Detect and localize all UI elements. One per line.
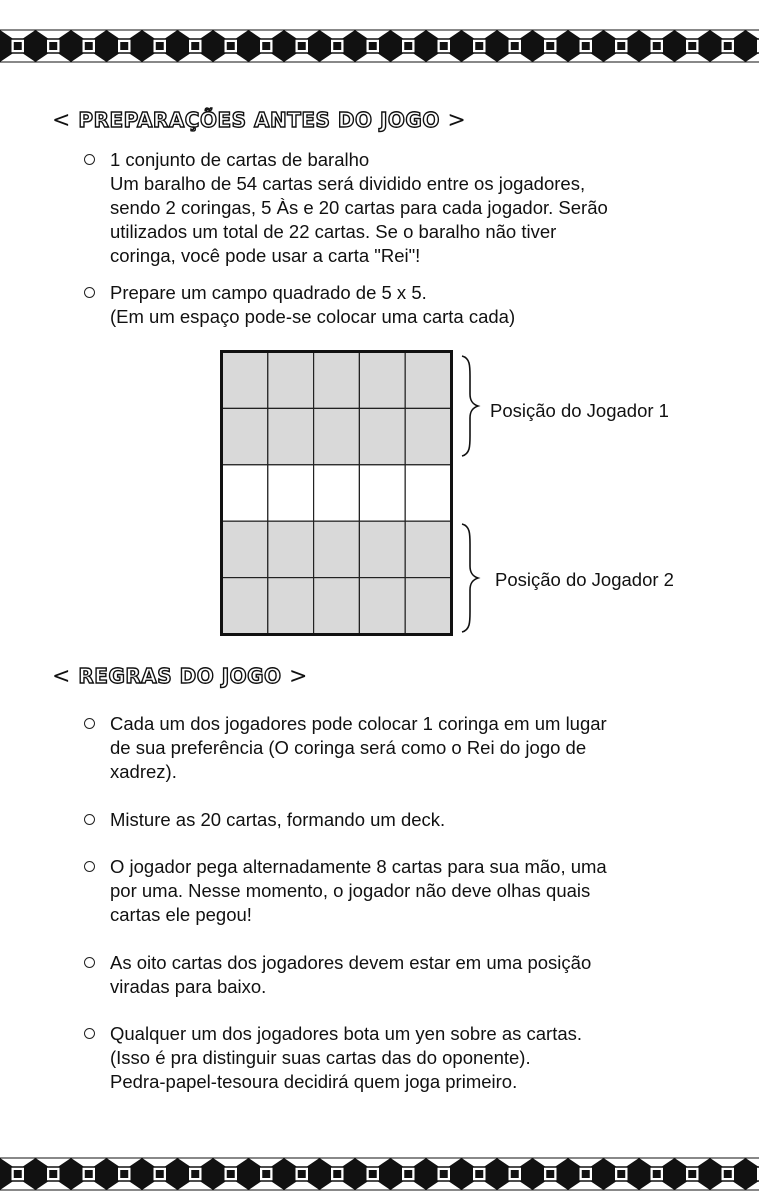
prep-item-line: (Em um espaço pode-se colocar uma carta cada) (110, 306, 516, 327)
board-cell (359, 521, 405, 577)
board-cell (359, 408, 405, 464)
player1-position-label: Posição do Jogador 1 (490, 400, 669, 421)
board-cell (222, 465, 268, 521)
circle-bullet-icon (84, 1028, 95, 1039)
board-cell (405, 408, 451, 464)
board-cell (314, 578, 360, 634)
rule-item-line: As oito cartas dos jogadores devem estar em uma posição (110, 952, 592, 973)
board-cell (405, 465, 451, 521)
board-cell (268, 408, 314, 464)
board-cell (222, 521, 268, 577)
circle-bullet-icon (84, 814, 95, 825)
board-cell (268, 578, 314, 634)
brace-player2-icon (458, 522, 484, 634)
rule-item-line: O jogador pega alternadamente 8 cartas para sua mão, uma (110, 856, 607, 877)
board-cell (268, 521, 314, 577)
rule-item-line: de sua preferência (O coringa será como o Rei do jogo de (110, 737, 587, 758)
prep-item-line: 1 conjunto de cartas de baralho (110, 149, 370, 170)
section-heading-rules-text: REGRAS DO JOGO (78, 664, 282, 688)
board-cell (222, 578, 268, 634)
board-cell (359, 465, 405, 521)
section-heading-preparations (52, 108, 466, 133)
board-cell (314, 408, 360, 464)
circle-bullet-icon (84, 957, 95, 968)
rule-item-line: (Isso é pra distinguir suas cartas das do oponente). (110, 1047, 531, 1068)
angle-bracket-left-icon: < (52, 664, 71, 689)
prep-item-line: Um baralho de 54 cartas será dividido entre os jogadores, (110, 173, 586, 194)
player2-position-label: Posição do Jogador 2 (495, 569, 674, 590)
section-heading-rules (52, 664, 308, 689)
board-cell (405, 578, 451, 634)
brace-player1-icon (458, 354, 484, 458)
rule-item-line: Pedra-papel-tesoura decidirá quem joga primeiro. (110, 1071, 518, 1092)
rule-item-line: Cada um dos jogadores pode colocar 1 coringa em um lugar (110, 713, 607, 734)
angle-bracket-right-icon: > (447, 108, 467, 133)
board-cell (222, 408, 268, 464)
circle-bullet-icon (84, 861, 95, 872)
board-cell (359, 352, 405, 408)
rule-item-line: xadrez). (110, 761, 177, 782)
board-cell (222, 352, 268, 408)
board-cell (359, 578, 405, 634)
decorative-border-top (0, 26, 759, 66)
section-heading-preparations-text: PREPARAÇÕES ANTES DO JOGO (78, 108, 440, 132)
rule-item-line: viradas para baixo. (110, 976, 267, 997)
board-cell (314, 352, 360, 408)
prep-item-line: coringa, você pode usar a carta "Rei"! (110, 245, 421, 266)
rule-item-line: por uma. Nesse momento, o jogador não deve olhas quais (110, 880, 591, 901)
board-cell (314, 521, 360, 577)
rule-item-line: Misture as 20 cartas, formando um deck. (110, 809, 446, 830)
prep-item-line: Prepare um campo quadrado de 5 x 5. (110, 282, 427, 303)
board-cell (268, 465, 314, 521)
rule-item-line: cartas ele pegou! (110, 904, 252, 925)
circle-bullet-icon (84, 718, 95, 729)
circle-bullet-icon (84, 287, 95, 298)
board-diagram-5x5 (220, 350, 453, 636)
angle-bracket-right-icon: > (289, 664, 308, 689)
prep-item-line: utilizados um total de 22 cartas. Se o baralho não tiver (110, 221, 557, 242)
rule-item-line: Qualquer um dos jogadores bota um yen sobre as cartas. (110, 1023, 583, 1044)
prep-item-line: sendo 2 coringas, 5 Às e 20 cartas para cada jogador. Serão (110, 197, 608, 218)
angle-bracket-left-icon: < (52, 108, 71, 133)
decorative-border-bottom (0, 1154, 759, 1194)
board-cell (405, 352, 451, 408)
board-cell (405, 521, 451, 577)
circle-bullet-icon (84, 154, 95, 165)
board-cell (268, 352, 314, 408)
board-cell (314, 465, 360, 521)
